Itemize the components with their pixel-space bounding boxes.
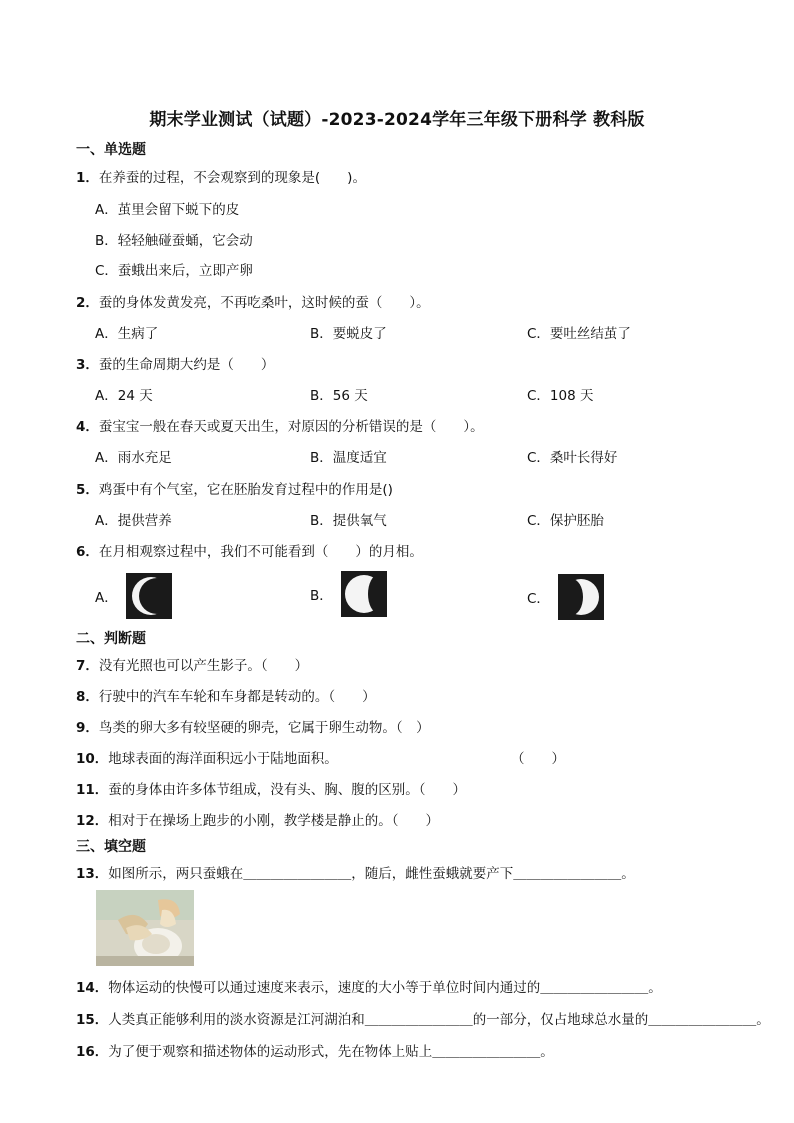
option-b: B．温度适宜	[310, 450, 387, 466]
question-text: 相对于在操场上跑步的小刚，教学楼是静止的。（ ）	[108, 813, 440, 829]
question-3	[76, 353, 274, 373]
question-number: 11．	[76, 782, 109, 798]
section-heading-single-choice: 一、单选题	[76, 142, 146, 158]
question-5	[76, 478, 393, 498]
option-a: A．雨水充足	[95, 450, 172, 466]
option-c: C．蚕蛾出来后，立即产卵	[95, 263, 253, 279]
question-text: 蚕的身体由许多体节组成，没有头、胸、腹的区别。（ ）	[108, 782, 467, 798]
question-number: 3．	[76, 357, 99, 373]
option-a: A．提供营养	[95, 513, 172, 529]
question-number: 16．	[76, 1044, 109, 1060]
option-b: B．轻轻触碰蚕蛹，它会动	[95, 233, 253, 249]
option-label: B．	[310, 588, 333, 604]
question-text: 蚕的生命周期大约是（ ）	[98, 357, 275, 373]
question-number: 8．	[76, 689, 99, 705]
question-13	[76, 862, 635, 882]
question-text: 物体运动的快慢可以通过速度来表示，速度的大小等于单位时间内通过的＿＿＿＿＿＿＿＿。	[108, 980, 662, 996]
question-text: 鸟类的卵大多有较坚硬的卵壳，它属于卵生动物。（ ）	[98, 720, 430, 736]
option-b: B．要蜕皮了	[310, 326, 387, 342]
question-number: 14．	[76, 980, 109, 996]
question-14	[76, 976, 662, 996]
question-number: 1．	[76, 170, 99, 186]
question-number: 2．	[76, 295, 99, 311]
question-number: 5．	[76, 482, 99, 498]
question-number: 4．	[76, 419, 99, 435]
option-b: B．56 天	[310, 388, 368, 404]
question-15	[76, 1008, 770, 1028]
question-text: 鸡蛋中有个气室，它在胚胎发育过程中的作用是()	[98, 482, 393, 498]
question-number: 10．	[76, 751, 109, 767]
option-a: A．24 天	[95, 388, 153, 404]
question-1	[76, 166, 366, 186]
question-10	[76, 747, 338, 767]
question-text: 蚕的身体发黄发亮，不再吃桑叶，这时候的蚕（ ）。	[98, 295, 430, 311]
question-text: 为了便于观察和描述物体的运动形式，先在物体上贴上＿＿＿＿＿＿＿＿。	[108, 1044, 554, 1060]
waxing-crescent-moon-icon	[558, 574, 604, 620]
option-a: A．茧里会留下蜕下的皮	[95, 202, 240, 218]
question-4	[76, 415, 484, 435]
option-c: C．桑叶长得好	[527, 450, 618, 466]
question-12	[76, 809, 439, 829]
question-11	[76, 778, 466, 798]
option-a	[95, 573, 172, 619]
answer-parentheses: （ ）	[511, 751, 565, 767]
question-text: 行驶中的汽车车轮和车身都是转动的。（ ）	[98, 689, 376, 705]
question-text: 人类真正能够利用的淡水资源是江河湖泊和＿＿＿＿＿＿＿＿的一部分，仅占地球总水量的＿＿＿＿＿＿＿＿。	[108, 1012, 770, 1028]
option-c: C．108 天	[527, 388, 594, 404]
option-c: C．要吐丝结茧了	[527, 326, 631, 342]
gibbous-moon-icon	[341, 571, 387, 617]
section-heading-true-false: 二、判断题	[76, 631, 146, 647]
question-6	[76, 540, 423, 560]
option-c: C．保护胚胎	[527, 513, 604, 529]
option-label: C．	[527, 591, 550, 607]
question-text: 地球表面的海洋面积远小于陆地面积。	[108, 751, 338, 767]
option-a: A．生病了	[95, 326, 159, 342]
question-number: 12．	[76, 813, 109, 829]
question-number: 7．	[76, 658, 99, 674]
question-number: 9．	[76, 720, 99, 736]
question-2	[76, 291, 430, 311]
section-heading-fill-blank: 三、填空题	[76, 839, 146, 855]
option-c	[527, 574, 604, 620]
question-number: 6．	[76, 544, 99, 560]
option-b	[310, 571, 387, 617]
question-text: 如图所示，两只蚕蛾在＿＿＿＿＿＿＿＿，随后，雌性蚕蛾就要产下＿＿＿＿＿＿＿＿。	[108, 866, 635, 882]
option-b: B．提供氧气	[310, 513, 387, 529]
question-9	[76, 716, 430, 736]
question-number: 13．	[76, 866, 109, 882]
question-8	[76, 685, 376, 705]
question-text: 在养蚕的过程，不会观察到的现象是( )。	[98, 170, 366, 186]
page-title: 期末学业测试（试题）-2023-2024学年三年级下册科学 教科版	[149, 110, 645, 130]
question-text: 没有光照也可以产生影子。（ ）	[98, 658, 309, 674]
waning-crescent-moon-icon	[126, 573, 172, 619]
question-number: 15．	[76, 1012, 109, 1028]
option-label: A．	[95, 590, 118, 606]
question-text: 在月相观察过程中，我们不可能看到（ ）的月相。	[98, 544, 423, 560]
question-7	[76, 654, 308, 674]
question-text: 蚕宝宝一般在春天或夏天出生，对原因的分析错误的是（ ）。	[98, 419, 484, 435]
question-16	[76, 1040, 554, 1060]
silkworm-moth-photo	[96, 890, 194, 966]
